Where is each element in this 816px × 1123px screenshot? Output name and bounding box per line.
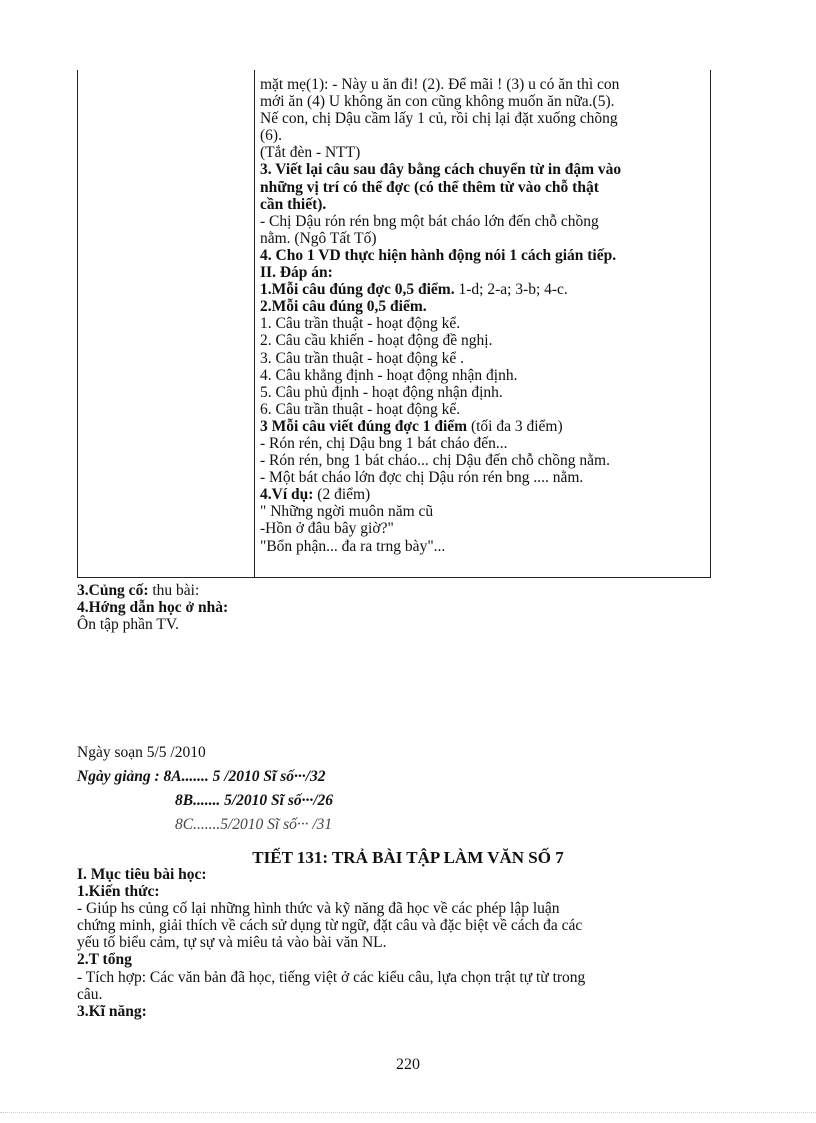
answer-3-item-3: - Một bát cháo lớn đợc chị Dậu rón rén bng .... nằm. bbox=[260, 469, 584, 487]
answer-2-item-6: 6. Câu trần thuật - hoạt động kể. bbox=[260, 400, 461, 418]
question-4-heading: 4. Cho 1 VD thực hiện hành động nói 1 cách gián tiếp. bbox=[260, 246, 617, 264]
table-column-divider bbox=[254, 70, 255, 577]
answer-2-item-2: 2. Câu cầu khiến - hoạt động đề nghị. bbox=[260, 332, 493, 350]
lesson-title: TIẾT 131: TRẢ BÀI TẬP LÀM VĂN SỐ 7 bbox=[252, 848, 564, 867]
cell-line-5: (Tắt đèn - NTT) bbox=[260, 144, 361, 162]
answer-3-line bbox=[260, 418, 706, 435]
integration-line-2: câu. bbox=[77, 985, 103, 1003]
answer-1-values: 1-d; 2-a; 3-b; 4-c. bbox=[454, 281, 568, 299]
homework-heading: 4.Hớng dẫn học ở nhà: bbox=[77, 599, 229, 617]
preparation-date: Ngày soạn 5/5 /2010 bbox=[77, 744, 206, 761]
homework-text: Ôn tập phần TV. bbox=[77, 616, 179, 634]
knowledge-heading: 1.Kiến thức: bbox=[77, 883, 160, 901]
integration-line-1: - Tích hợp: Các văn bản đã học, tiếng việt ở các kiểu câu, lựa chọn trật tự từ trong bbox=[77, 968, 586, 986]
teaching-date-8c: 8C.......5/2010 Sĩ số··· /31 bbox=[175, 816, 333, 833]
page-number: 220 bbox=[396, 1056, 420, 1073]
cell-line-2: mới ăn (4) U không ăn con cũng không muốn ăn nữa.(5). bbox=[260, 93, 615, 111]
objectives-section bbox=[77, 866, 717, 1020]
answer-3-note: (tối đa 3 điểm) bbox=[467, 417, 563, 435]
answer-2-label: 2.Mỗi câu đúng 0,5 điểm. bbox=[260, 298, 427, 316]
cell-line-1: mặt mẹ(1): - Này u ăn đi! (2). Để mãi ! (3) u có ăn thì con bbox=[260, 76, 620, 93]
cell-line-4: (6). bbox=[260, 127, 282, 145]
cung-co-label: 3.Củng cố: bbox=[77, 582, 149, 599]
example-line-1: " Những ngời muôn năm cũ bbox=[260, 503, 434, 521]
integration-heading: 2.T tổng bbox=[77, 951, 132, 969]
answer-2-item-1: 1. Câu trần thuật - hoạt động kể. bbox=[260, 315, 461, 333]
cell-line-10: nằm. (Ngô Tất Tố) bbox=[260, 229, 377, 247]
cung-co-text: thu bài: bbox=[148, 582, 200, 599]
knowledge-line-3: yếu tố biểu cảm, tự sự và miêu tả vào bài văn NL. bbox=[77, 934, 387, 952]
answer-3-item-2: - Rón rén, bng 1 bát cháo... chị Dậu đến chỗ chồng nằm. bbox=[260, 452, 610, 470]
table-content-cell bbox=[260, 76, 706, 555]
knowledge-line-1: - Giúp hs củng cố lại những hình thức và kỹ năng đã học về các phép lập luận bbox=[77, 900, 560, 918]
answer-2-item-4: 4. Câu khẳng định - hoạt động nhận định. bbox=[260, 366, 518, 384]
teaching-date-8a: Ngày giảng : 8A....... 5 /2010 Sĩ số···/32 bbox=[77, 768, 326, 785]
answer-1-line bbox=[260, 281, 706, 298]
example-line-2: -Hồn ở đâu bây giờ?" bbox=[260, 520, 394, 538]
cell-line-3: Nế con, chị Dậu cầm lấy 1 củ, rồi chị lại đặt xuống chõng bbox=[260, 110, 618, 128]
question-3-heading-end: cần thiết). bbox=[260, 195, 327, 213]
teaching-date-8b: 8B....... 5/2010 Sĩ số···/26 bbox=[175, 792, 334, 809]
objectives-heading: I. Mục tiêu bài học: bbox=[77, 866, 207, 883]
skills-heading: 3.Kĩ năng: bbox=[77, 1002, 147, 1020]
cell-line-9: - Chị Dậu rón rén bng một bát cháo lớn đến chỗ chồng bbox=[260, 212, 599, 230]
answer-2-item-5: 5. Câu phủ định - hoạt động nhận định. bbox=[260, 383, 503, 401]
text-line bbox=[260, 76, 706, 93]
answer-1-label: 1.Mỗi câu đúng đợc 0,5 điểm. bbox=[260, 281, 455, 299]
answer-4-label: 4.Ví dụ: bbox=[260, 486, 314, 504]
answer-4-note: (2 điểm) bbox=[313, 486, 371, 504]
answer-table bbox=[77, 70, 711, 578]
answer-3-item-1: - Rón rén, chị Dậu bng 1 bát cháo đến... bbox=[260, 434, 508, 452]
cung-co-line bbox=[77, 582, 717, 599]
question-3-heading-cont: những vị trí có thể đợc (có thể thêm từ vào chỗ thật bbox=[260, 178, 599, 196]
page-bottom-divider bbox=[0, 1112, 816, 1113]
answer-3-label: 3 Mỗi câu viết đúng đợc 1 điểm bbox=[260, 417, 468, 435]
after-table-section bbox=[77, 582, 717, 633]
answer-heading: II. Đáp án: bbox=[260, 264, 333, 282]
example-line-3: "Bổn phận... đa ra trng bày"... bbox=[260, 537, 446, 555]
answer-2-item-3: 3. Câu trần thuật - hoạt động kể . bbox=[260, 349, 465, 367]
answer-4-line bbox=[260, 486, 706, 503]
question-3-heading: 3. Viết lại câu sau đây bằng cách chuyển từ in đậm vào bbox=[260, 161, 622, 179]
knowledge-line-2: chứng minh, giải thích về cách sử dụng từ ngữ, đặt câu và đặc biệt về cách đa các bbox=[77, 917, 583, 935]
